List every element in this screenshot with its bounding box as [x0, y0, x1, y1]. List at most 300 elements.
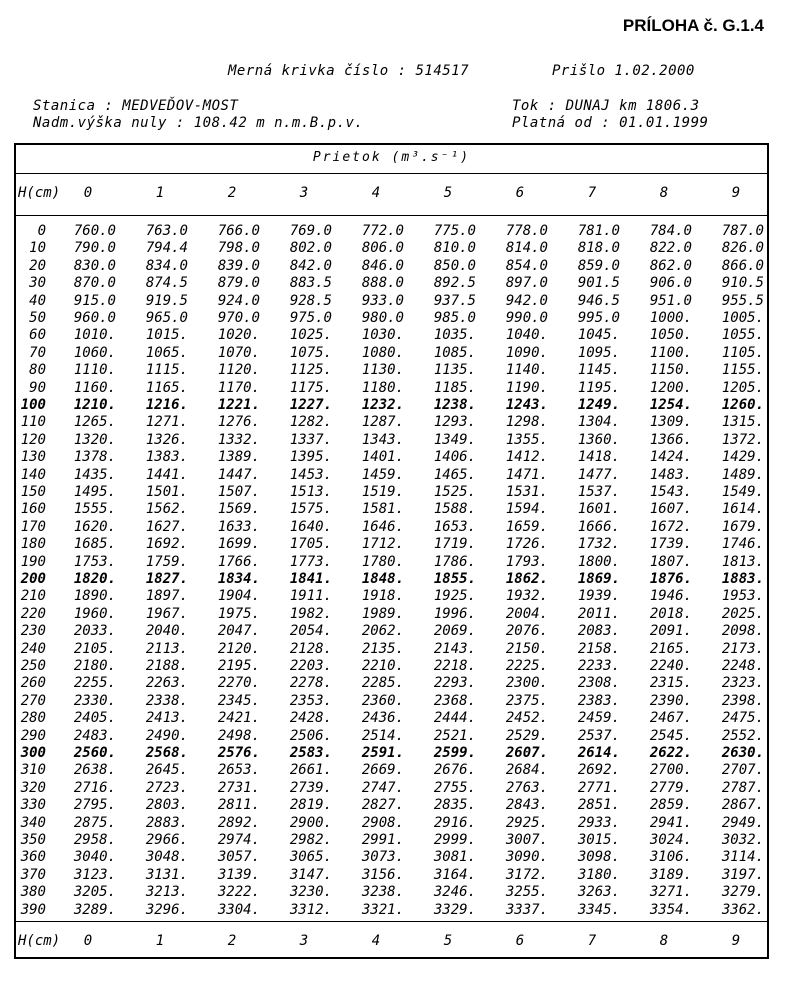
column-footer-digit-2: 2 — [227, 933, 237, 949]
flow-cell: 960.0 — [73, 310, 116, 326]
flow-cell: 1349. — [433, 431, 476, 448]
flow-cell: 1429. — [721, 449, 764, 466]
flow-cell: 1746. — [721, 536, 764, 553]
flow-cell: 1287. — [361, 414, 404, 431]
flow-cell: 990.0 — [505, 310, 548, 326]
flow-cell: 2892. — [217, 814, 260, 831]
flow-cell: 965.0 — [145, 310, 188, 326]
flow-cell: 1883. — [721, 571, 764, 587]
table-row — [16, 588, 771, 605]
table-row — [16, 554, 771, 571]
row-height-value: 370 — [20, 866, 46, 883]
flow-cell: 1719. — [433, 536, 476, 553]
flow-cell: 1145. — [577, 362, 620, 379]
row-height-value: 170 — [20, 518, 46, 535]
flow-cell: 3114. — [721, 849, 764, 866]
flow-cell: 2966. — [145, 832, 188, 848]
flow-cell: 3065. — [289, 849, 332, 866]
column-footer-digit-9: 9 — [731, 933, 741, 949]
flow-cell: 2568. — [145, 745, 188, 761]
flow-cell: 2490. — [145, 727, 188, 744]
flow-cell: 3048. — [145, 849, 188, 866]
flow-cell: 2982. — [289, 832, 332, 848]
flow-cell: 2240. — [649, 658, 692, 674]
flow-cell: 1200. — [649, 379, 692, 396]
flow-cell: 1227. — [289, 397, 332, 413]
flow-cell: 1726. — [505, 536, 548, 553]
flow-cell: 1911. — [289, 588, 332, 605]
flow-cell: 2203. — [289, 658, 332, 674]
flow-cell: 1249. — [577, 397, 620, 413]
flow-cell: 1065. — [145, 344, 188, 361]
flow-cell: 919.5 — [145, 292, 188, 309]
flow-cell: 1315. — [721, 414, 764, 431]
flow-cell: 2560. — [73, 745, 116, 761]
flow-cell: 1401. — [361, 449, 404, 466]
flow-cell: 3040. — [73, 849, 116, 866]
flow-cell: 1453. — [289, 466, 332, 483]
flow-cell: 3213. — [145, 884, 188, 901]
flow-cell: 1337. — [289, 431, 332, 448]
flow-cell: 778.0 — [505, 223, 548, 239]
flow-cell: 2827. — [361, 797, 404, 814]
flow-cell: 2684. — [505, 762, 548, 779]
flow-cell: 1090. — [505, 344, 548, 361]
flow-cell: 1383. — [145, 449, 188, 466]
column-footer-h-label: H(cm) — [18, 933, 61, 949]
flow-cell: 946.5 — [577, 292, 620, 309]
flow-cell: 2143. — [433, 640, 476, 657]
flow-cell: 769.0 — [289, 223, 332, 239]
flow-cell: 2521. — [433, 727, 476, 744]
table-row — [16, 449, 771, 466]
flow-cell: 1355. — [505, 431, 548, 448]
flow-cell: 2475. — [721, 710, 764, 727]
flow-cell: 3106. — [649, 849, 692, 866]
curve-number: Merná krivka číslo : 514517 — [228, 63, 470, 79]
flow-cell: 2599. — [433, 745, 476, 761]
flow-cell: 1389. — [217, 449, 260, 466]
flow-cell: 1601. — [577, 501, 620, 518]
flow-cell: 2883. — [145, 814, 188, 831]
flow-cell: 3090. — [505, 849, 548, 866]
divider — [16, 921, 767, 922]
flow-cell: 915.0 — [73, 292, 116, 309]
flow-cell: 818.0 — [577, 240, 620, 257]
flow-cell: 3271. — [649, 884, 692, 901]
table-row — [16, 345, 771, 362]
flow-cell: 1483. — [649, 466, 692, 483]
flow-cell: 2173. — [721, 640, 764, 657]
flow-cell: 955.5 — [721, 292, 764, 309]
flow-cell: 781.0 — [577, 223, 620, 239]
row-height-value: 340 — [20, 814, 46, 831]
flow-cell: 1221. — [217, 397, 260, 413]
rating-table — [14, 143, 769, 959]
flow-cell: 985.0 — [433, 310, 476, 326]
flow-cell: 1519. — [361, 484, 404, 500]
flow-cell: 1309. — [649, 414, 692, 431]
flow-cell: 3337. — [505, 901, 548, 918]
flow-cell: 1659. — [505, 518, 548, 535]
table-row — [16, 658, 771, 675]
divider — [16, 173, 767, 174]
flow-cell: 2630. — [721, 745, 764, 761]
flow-cell: 2707. — [721, 762, 764, 779]
flow-cell: 2270. — [217, 675, 260, 692]
flow-cell: 1555. — [73, 501, 116, 518]
flow-cell: 1332. — [217, 431, 260, 448]
flow-cell: 1646. — [361, 518, 404, 535]
flow-cell: 2529. — [505, 727, 548, 744]
table-row — [16, 484, 771, 501]
flow-cell: 1925. — [433, 588, 476, 605]
table-row — [16, 797, 771, 814]
table-row — [16, 762, 771, 779]
flow-cell: 2405. — [73, 710, 116, 727]
flow-cell: 1793. — [505, 553, 548, 570]
flow-cell: 2747. — [361, 779, 404, 796]
flow-cell: 1447. — [217, 466, 260, 483]
flow-cell: 2537. — [577, 727, 620, 744]
table-row — [16, 693, 771, 710]
row-height-value: 230 — [20, 623, 46, 640]
table-row — [16, 519, 771, 536]
flow-cell: 874.5 — [145, 275, 188, 292]
flow-cell: 1946. — [649, 588, 692, 605]
flow-cell: 2188. — [145, 658, 188, 674]
flow-cell: 802.0 — [289, 240, 332, 257]
flow-cell: 901.5 — [577, 275, 620, 292]
flow-cell: 3329. — [433, 901, 476, 918]
flow-cell: 2004. — [505, 605, 548, 622]
flow-cell: 2835. — [433, 797, 476, 814]
flow-cell: 1848. — [361, 571, 404, 587]
flow-cell: 1238. — [433, 397, 476, 413]
flow-cell: 2135. — [361, 640, 404, 657]
column-header-digit-2: 2 — [227, 185, 237, 201]
flow-cell: 859.0 — [577, 257, 620, 274]
flow-cell: 794.4 — [145, 240, 188, 257]
flow-cell: 2467. — [649, 710, 692, 727]
flow-cell: 1666. — [577, 518, 620, 535]
flow-cell: 1471. — [505, 466, 548, 483]
flow-cell: 1435. — [73, 466, 116, 483]
flow-cell: 1115. — [145, 362, 188, 379]
flow-cell: 1640. — [289, 518, 332, 535]
flow-cell: 1060. — [73, 344, 116, 361]
flow-cell: 866.0 — [721, 257, 764, 274]
flow-cell: 2933. — [577, 814, 620, 831]
flow-cell: 810.0 — [433, 240, 476, 257]
flow-cell: 2843. — [505, 797, 548, 814]
flow-cell: 1395. — [289, 449, 332, 466]
flow-cell: 1243. — [505, 397, 548, 413]
flow-cell: 3032. — [721, 832, 764, 848]
flow-cell: 846.0 — [361, 257, 404, 274]
flow-cell: 2293. — [433, 675, 476, 692]
flow-cell: 2514. — [361, 727, 404, 744]
flow-cell: 3172. — [505, 866, 548, 883]
flow-cell: 2811. — [217, 797, 260, 814]
flow-cell: 1160. — [73, 379, 116, 396]
flow-cell: 2483. — [73, 727, 116, 744]
table-row — [16, 258, 771, 275]
flow-cell: 888.0 — [361, 275, 404, 292]
flow-cell: 3073. — [361, 849, 404, 866]
flow-cell: 790.0 — [73, 240, 116, 257]
flow-cell: 1343. — [361, 431, 404, 448]
flow-cell: 1293. — [433, 414, 476, 431]
flow-cell: 2054. — [289, 623, 332, 640]
flow-cell: 1265. — [73, 414, 116, 431]
flow-cell: 839.0 — [217, 257, 260, 274]
row-height-value: 280 — [20, 710, 46, 727]
flow-cell: 3362. — [721, 901, 764, 918]
flow-cell: 1080. — [361, 344, 404, 361]
flow-cell: 1125. — [289, 362, 332, 379]
flow-cell: 2867. — [721, 797, 764, 814]
flow-cell: 2428. — [289, 710, 332, 727]
flow-cell: 1982. — [289, 605, 332, 622]
flow-cell: 2771. — [577, 779, 620, 796]
flow-cell: 883.5 — [289, 275, 332, 292]
flow-cell: 3123. — [73, 866, 116, 883]
flow-cell: 1320. — [73, 431, 116, 448]
flow-cell: 842.0 — [289, 257, 332, 274]
flow-cell: 1005. — [721, 310, 764, 326]
column-header-h-label: H(cm) — [18, 185, 61, 201]
flow-cell: 3304. — [217, 901, 260, 918]
flow-cell: 879.0 — [217, 275, 260, 292]
flow-cell: 2062. — [361, 623, 404, 640]
flow-cell: 2091. — [649, 623, 692, 640]
flow-cell: 1304. — [577, 414, 620, 431]
flow-cell: 1549. — [721, 484, 764, 500]
flow-cell: 1170. — [217, 379, 260, 396]
row-height-value: 380 — [20, 884, 46, 901]
flow-cell: 1607. — [649, 501, 692, 518]
flow-cell: 1254. — [649, 397, 692, 413]
flow-cell: 2545. — [649, 727, 692, 744]
table-row — [16, 397, 771, 414]
flow-cell: 3024. — [649, 832, 692, 848]
flow-cell: 1989. — [361, 605, 404, 622]
flow-cell: 1953. — [721, 588, 764, 605]
flow-cell: 1185. — [433, 379, 476, 396]
flow-cell: 3263. — [577, 884, 620, 901]
flow-cell: 2436. — [361, 710, 404, 727]
flow-cell: 1525. — [433, 484, 476, 500]
flow-cell: 2040. — [145, 623, 188, 640]
flow-cell: 2398. — [721, 692, 764, 709]
flow-cell: 3321. — [361, 901, 404, 918]
table-row — [16, 710, 771, 727]
row-height-value: 180 — [20, 536, 46, 553]
flow-cell: 3246. — [433, 884, 476, 901]
row-height-value: 360 — [20, 849, 46, 866]
row-height-value: 20 — [29, 257, 46, 274]
flow-cell: 942.0 — [505, 292, 548, 309]
column-header-digit-6: 6 — [515, 185, 525, 201]
row-height-value: 310 — [20, 762, 46, 779]
station-name: Stanica : MEDVEĎOV-MOST — [33, 98, 239, 114]
flow-cell: 1732. — [577, 536, 620, 553]
flow-cell: 2444. — [433, 710, 476, 727]
flow-cell: 1685. — [73, 536, 116, 553]
flow-cell: 1210. — [73, 397, 116, 413]
flow-cell: 2498. — [217, 727, 260, 744]
flow-cell: 772.0 — [361, 223, 404, 239]
column-header-digit-1: 1 — [155, 185, 165, 201]
flow-cell: 2459. — [577, 710, 620, 727]
flow-cell: 1195. — [577, 379, 620, 396]
flow-cell: 1418. — [577, 449, 620, 466]
row-height-value: 140 — [20, 466, 46, 483]
flow-cell: 2218. — [433, 658, 476, 674]
table-row — [16, 501, 771, 518]
flow-cell: 1614. — [721, 501, 764, 518]
flow-cell: 1135. — [433, 362, 476, 379]
flow-cell: 980.0 — [361, 310, 404, 326]
flow-cell: 2622. — [649, 745, 692, 761]
flow-cell: 2949. — [721, 814, 764, 831]
table-row — [16, 380, 771, 397]
row-height-value: 240 — [20, 640, 46, 657]
flow-cell: 1594. — [505, 501, 548, 518]
flow-cell: 1459. — [361, 466, 404, 483]
flow-cell: 1507. — [217, 484, 260, 500]
flow-cell: 2278. — [289, 675, 332, 692]
table-row — [16, 745, 771, 762]
flow-cell: 2731. — [217, 779, 260, 796]
row-height-value: 50 — [29, 310, 46, 326]
flow-cell: 3279. — [721, 884, 764, 901]
flow-cell: 834.0 — [145, 257, 188, 274]
divider — [16, 215, 767, 216]
flow-cell: 951.0 — [649, 292, 692, 309]
flow-cell: 1040. — [505, 327, 548, 344]
table-row — [16, 641, 771, 658]
table-row — [16, 310, 771, 327]
flow-cell: 2614. — [577, 745, 620, 761]
column-header-digit-8: 8 — [659, 185, 669, 201]
row-height-value: 190 — [20, 553, 46, 570]
flow-cell: 1100. — [649, 344, 692, 361]
flow-cell: 775.0 — [433, 223, 476, 239]
flow-cell: 3180. — [577, 866, 620, 883]
flow-cell: 1050. — [649, 327, 692, 344]
flow-cell: 2607. — [505, 745, 548, 761]
flow-cell: 3156. — [361, 866, 404, 883]
flow-cell: 1366. — [649, 431, 692, 448]
table-row — [16, 832, 771, 849]
flow-cell: 1030. — [361, 327, 404, 344]
flow-cell: 937.5 — [433, 292, 476, 309]
flow-cell: 1834. — [217, 571, 260, 587]
flow-cell: 1855. — [433, 571, 476, 587]
flow-cell: 2787. — [721, 779, 764, 796]
flow-cell: 2875. — [73, 814, 116, 831]
flow-cell: 2700. — [649, 762, 692, 779]
flow-cell: 2413. — [145, 710, 188, 727]
flow-cell: 2591. — [361, 745, 404, 761]
flow-cell: 2330. — [73, 692, 116, 709]
flow-cell: 2779. — [649, 779, 692, 796]
flow-cell: 1035. — [433, 327, 476, 344]
flow-cell: 2803. — [145, 797, 188, 814]
flow-cell: 766.0 — [217, 223, 260, 239]
table-row — [16, 362, 771, 379]
row-height-value: 90 — [29, 379, 46, 396]
flow-cell: 1904. — [217, 588, 260, 605]
row-height-value: 160 — [20, 501, 46, 518]
flow-cell: 1800. — [577, 553, 620, 570]
flow-cell: 1155. — [721, 362, 764, 379]
flow-cell: 854.0 — [505, 257, 548, 274]
flow-cell: 1876. — [649, 571, 692, 587]
flow-cell: 2025. — [721, 605, 764, 622]
flow-cell: 3131. — [145, 866, 188, 883]
column-footer-digit-8: 8 — [659, 933, 669, 949]
flow-cell: 2383. — [577, 692, 620, 709]
row-height-value: 260 — [20, 675, 46, 692]
column-footer-digit-0: 0 — [83, 933, 93, 949]
flow-cell: 822.0 — [649, 240, 692, 257]
flow-cell: 2150. — [505, 640, 548, 657]
flow-cell: 1015. — [145, 327, 188, 344]
flow-cell: 2338. — [145, 692, 188, 709]
column-footer-digit-3: 3 — [299, 933, 309, 949]
column-header-digit-4: 4 — [371, 185, 381, 201]
flow-cell: 933.0 — [361, 292, 404, 309]
table-row — [16, 780, 771, 797]
flow-cell: 1075. — [289, 344, 332, 361]
flow-cell: 2083. — [577, 623, 620, 640]
flow-cell: 1862. — [505, 571, 548, 587]
flow-cell: 2345. — [217, 692, 260, 709]
flow-cell: 830.0 — [73, 257, 116, 274]
table-row — [16, 623, 771, 640]
flow-cell: 1975. — [217, 605, 260, 622]
flow-cell: 3312. — [289, 901, 332, 918]
flow-cell: 1653. — [433, 518, 476, 535]
flow-cell: 910.5 — [721, 275, 764, 292]
row-height-value: 60 — [29, 327, 46, 344]
flow-cell: 3147. — [289, 866, 332, 883]
flow-cell: 2180. — [73, 658, 116, 674]
flow-cell: 1739. — [649, 536, 692, 553]
flow-cell: 2113. — [145, 640, 188, 657]
table-row — [16, 884, 771, 901]
flow-cell: 1820. — [73, 571, 116, 587]
flow-cell: 2158. — [577, 640, 620, 657]
table-row — [16, 675, 771, 692]
row-height-value: 70 — [29, 344, 46, 361]
flow-cell: 2076. — [505, 623, 548, 640]
flow-cell: 1773. — [289, 553, 332, 570]
column-header-digit-0: 0 — [83, 185, 93, 201]
flow-cell: 1827. — [145, 571, 188, 587]
flow-cell: 2128. — [289, 640, 332, 657]
flow-cell: 2195. — [217, 658, 260, 674]
flow-cell: 1216. — [145, 397, 188, 413]
flow-cell: 906.0 — [649, 275, 692, 292]
flow-cell: 1298. — [505, 414, 548, 431]
flow-cell: 3255. — [505, 884, 548, 901]
table-row — [16, 728, 771, 745]
flow-cell: 1692. — [145, 536, 188, 553]
